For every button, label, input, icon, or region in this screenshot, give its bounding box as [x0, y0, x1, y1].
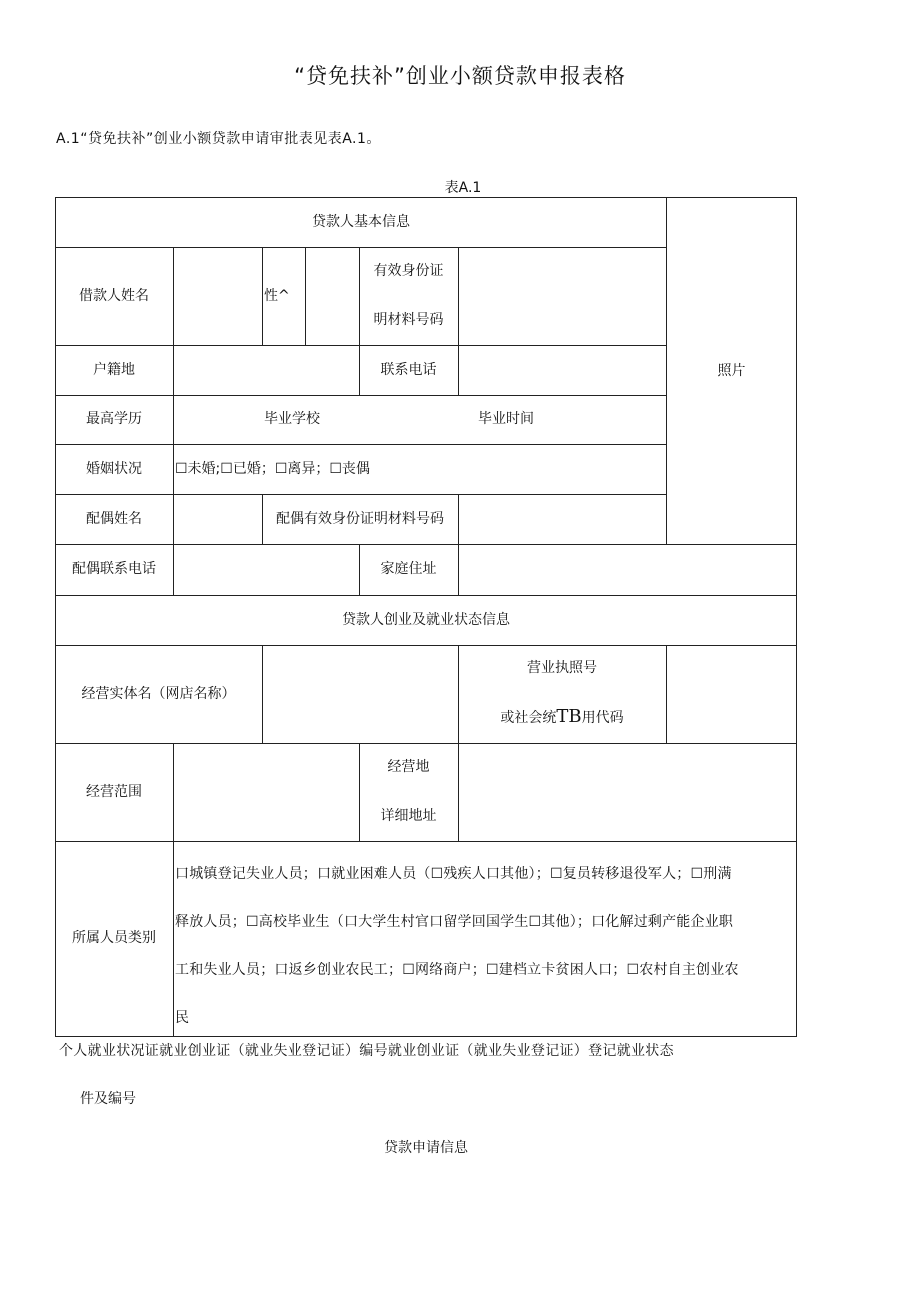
marital-label: 婚姻状况: [86, 460, 142, 477]
category-line: 释放人员；☐高校毕业生（口大学生村官口留学回国学生☐其他）；口化解过剩产能企业职: [175, 914, 734, 930]
section-business-info: 贷款人创业及就业状态信息: [342, 611, 510, 628]
id-label: [359, 247, 458, 345]
spouse-phone-label: 配偶联系电话: [72, 561, 156, 578]
household-label: 户籍地: [93, 361, 135, 378]
gender-value[interactable]: [305, 247, 359, 345]
spouse-name-value[interactable]: [173, 494, 262, 544]
graduate-school-label: 毕业学校: [264, 411, 320, 428]
id-label-line2: 明材料号码: [373, 312, 444, 329]
license-label-line1: 营业执照号: [527, 659, 597, 676]
marital-options[interactable]: ☐未婚;☐已婚；☐离异；☐丧偶: [175, 460, 370, 477]
spouse-name-label: 配偶姓名: [86, 510, 142, 527]
spouse-phone-value[interactable]: [173, 544, 359, 595]
scope-value[interactable]: [173, 743, 359, 841]
place-value[interactable]: [458, 743, 796, 841]
category-line: 民: [175, 1010, 190, 1026]
photo-cell: 照片: [717, 362, 746, 379]
place-label: [359, 743, 458, 841]
license-post: 用代码: [581, 710, 624, 727]
education-value[interactable]: [173, 395, 262, 444]
place-label-line1: 经营地: [387, 759, 430, 776]
license-value[interactable]: [666, 645, 797, 743]
home-address-label: 家庭住址: [380, 561, 437, 578]
phone-label: 联系电话: [380, 361, 437, 378]
entity-name-label: 经营实体名（网店名称）: [81, 685, 236, 702]
borrower-name-label: 借款人姓名: [79, 287, 149, 304]
license-label-line2: [500, 706, 623, 728]
footer-line-2: 件及编号: [80, 1091, 136, 1107]
intro-text: A.1“贷免扶补”创业小额贷款申请审批表见表A.1。: [56, 131, 381, 147]
spouse-id-label: 配偶有效身份证明材料号码: [276, 510, 444, 527]
entity-name-value[interactable]: [262, 645, 458, 743]
home-address-value[interactable]: [458, 544, 796, 595]
license-label: [458, 645, 666, 743]
table-label: 表A.1: [444, 180, 482, 196]
section-basic-info: 贷款人基本信息: [312, 213, 410, 230]
scope-label: 经营范围: [86, 783, 142, 800]
category-label: 所属人员类别: [72, 930, 156, 947]
license-pre: 或社会统: [500, 710, 557, 727]
loan-application-heading: 贷款申请信息: [384, 1140, 468, 1156]
license-tb: TB: [556, 706, 582, 728]
category-line: 工和失业人员；口返乡创业农民工；☐网络商户；☐建档立卡贫困人口；☐农村自主创业农: [175, 962, 739, 978]
footer-line-1: 个人就业状况证就业创业证（就业失业登记证）编号就业创业证（就业失业登记证）登记就业状态: [59, 1043, 674, 1059]
document-title: “贷免扶补”创业小额贷款申报表格: [294, 64, 626, 88]
household-value[interactable]: [173, 345, 359, 395]
graduate-time-label: 毕业时间: [478, 411, 534, 428]
gender-label: 性^: [264, 287, 290, 304]
borrower-name-value[interactable]: [173, 247, 262, 345]
id-label-line1: 有效身份证: [373, 263, 444, 280]
category-options[interactable]: [175, 850, 797, 1042]
spouse-id-value[interactable]: [458, 494, 666, 544]
education-label: 最高学历: [86, 411, 142, 428]
phone-value[interactable]: [458, 345, 666, 395]
id-value[interactable]: [458, 247, 666, 345]
place-label-line2: 详细地址: [380, 808, 437, 825]
category-line: 口城镇登记失业人员；口就业困难人员（☐残疾人口其他）；☐复员转移退役军人；☐刑满: [175, 866, 732, 882]
